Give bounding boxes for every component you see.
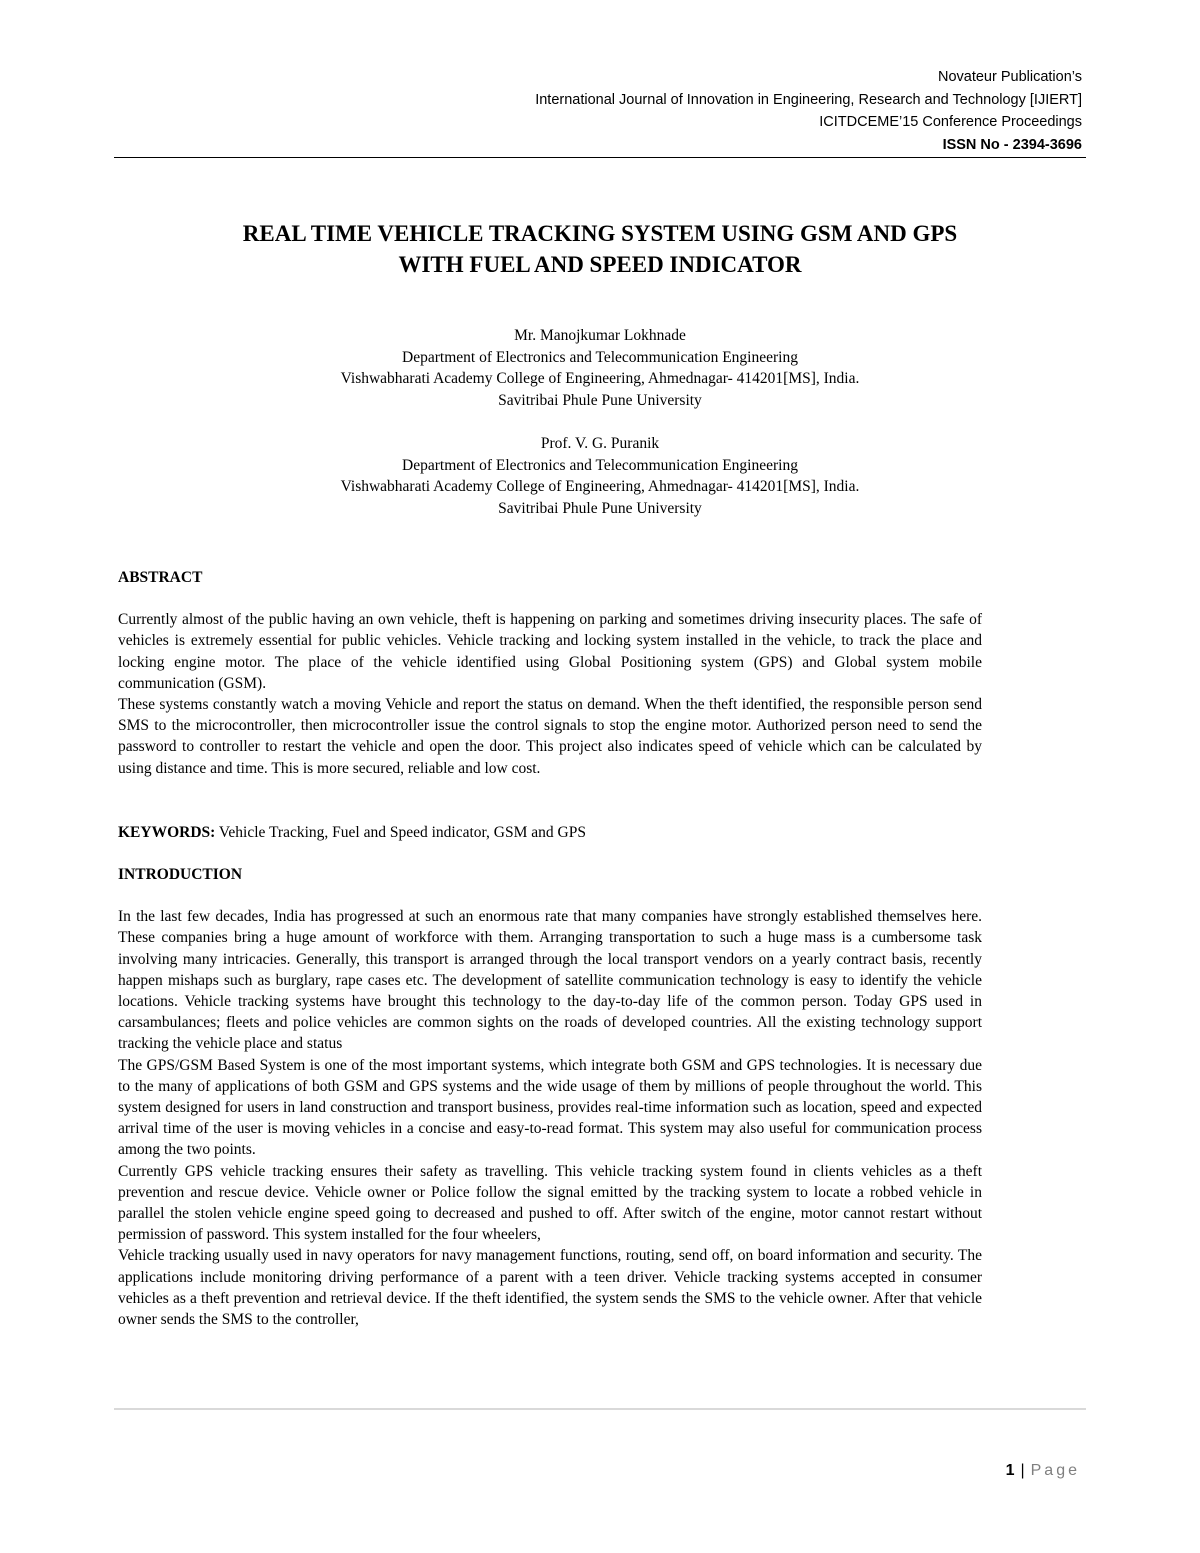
page-number: 1 <box>1005 1462 1015 1479</box>
author-name: Prof. V. G. Puranik <box>540 435 660 452</box>
title-line-1: REAL TIME VEHICLE TRACKING SYSTEM USING GSM AND GPS <box>242 221 958 246</box>
introduction-paragraph: The GPS/GSM Based System is one of the most important systems, which integrate both GSM and GPS technologies. It is necessary due to the many of applications of both GSM and GPS systems and the wide usage of them by millions of people throughout the world. This system designed for users in land construction and transport business, provides real-time information such as location, speed and expected arrival time of the user is moving vehicles in a concise and easy-to-read format. This system may also useful for communication process among the two points. <box>118 1056 982 1159</box>
abstract-paragraph: Currently almost of the public having an own vehicle, theft is happening on parking and sometimes driving insecurity places. The safe of vehicles is extremely essential for public vehicles. Vehicle tracking and locking system installed in the vehicle, to track the place and locking engine motor. The place of the vehicle identified using Global Positioning system (GPS) and Global system mobile communication (GSM). <box>118 611 982 692</box>
author-university: Savitribai Phule Pune University <box>498 499 702 517</box>
introduction-paragraph: Currently GPS vehicle tracking ensures their safety as travelling. This vehicle tracking system found in clients vehicles as a theft prevention and rescue device. Vehicle owner or Police follow the signal emitted by the tracking system to locate a robbed vehicle in parallel the stolen vehicle engine speed going to decreased and pushed to off. After switch of the engine, motor cannot restart without permission of password. This system installed for the four wheelers, <box>118 1162 982 1244</box>
author-university: Savitribai Phule Pune University <box>498 391 702 409</box>
page-footer <box>1006 1462 1080 1480</box>
footer-divider <box>114 1408 1086 1410</box>
keywords-section <box>118 822 982 843</box>
keywords-text: Vehicle Tracking, Fuel and Speed indicator, GSM and GPS <box>215 824 586 841</box>
page-separator: | <box>1020 1462 1025 1479</box>
introduction-section <box>118 864 982 1330</box>
title-line-2: WITH FUEL AND SPEED INDICATOR <box>398 252 802 277</box>
author-list <box>114 325 1086 519</box>
header-divider <box>114 157 1086 158</box>
author-block <box>114 433 1086 519</box>
issn-line: ISSN No - 2394-3696 <box>942 136 1082 153</box>
introduction-heading: INTRODUCTION <box>118 866 243 883</box>
author-college: Vishwabharati Academy College of Engineering, Ahmednagar- 414201[MS], India. <box>340 478 860 495</box>
journal-line: International Journal of Innovation in Engineering, Research and Technology [IJIERT] <box>535 91 1082 108</box>
abstract-heading: ABSTRACT <box>118 569 203 586</box>
author-department: Department of Electronics and Telecommunication Engineering <box>402 348 798 366</box>
author-department: Department of Electronics and Telecommunication Engineering <box>402 456 798 474</box>
running-header <box>114 66 1082 156</box>
author-college: Vishwabharati Academy College of Engineering, Ahmednagar- 414201[MS], India. <box>340 370 860 387</box>
introduction-paragraph: In the last few decades, India has progressed at such an enormous rate that many companies have strongly established themselves here. These companies bring a huge amount of workforce with them. Arranging transportation to such a huge mass is a cumbersome task involving many intricacies. Generally, this transport is arranged through the local transport vendors on a yearly contract basis, recently happen mishaps such as burglary, rape cases etc. The development of satellite communication technology is easy to identify the vehicle locations. Vehicle tracking systems have brought this technology to the day-to-day life of the common person. Today GPS used in carsambulances; fleets and police vehicles are common sights on the roads of developed countries. All the existing technology support tracking the vehicle place and status <box>118 908 982 1053</box>
abstract-section <box>118 567 982 779</box>
paper-title <box>114 218 1086 280</box>
author-name: Mr. Manojkumar Lokhnade <box>514 327 686 344</box>
conference-line: ICITDCEME’15 Conference Proceedings <box>819 114 1082 130</box>
author-block <box>114 325 1086 411</box>
abstract-paragraph: These systems constantly watch a moving Vehicle and report the status on demand. When the theft identified, the responsible person send SMS to the microcontroller, then microcontroller issue the control signals to stop the engine motor. Authorized person need to send the password to controller to restart the vehicle and open the door. This project also indicates speed of vehicle which can be calculated by using distance and time. This is more secured, reliable and low cost. <box>118 696 982 777</box>
introduction-paragraph: Vehicle tracking usually used in navy operators for navy management functions, routing, send off, on board information and security. The applications include monitoring driving performance of a parent with a teen driver. Vehicle tracking systems accepted in consumer vehicles as a theft prevention and retrieval device. If the theft identified, the system sends the SMS to the vehicle owner. After that vehicle owner sends the SMS to the controller, <box>118 1247 982 1329</box>
publisher-line: Novateur Publication’s <box>937 69 1082 85</box>
keywords-label: KEYWORDS: <box>118 824 216 841</box>
page-label: Page <box>1030 1462 1080 1479</box>
